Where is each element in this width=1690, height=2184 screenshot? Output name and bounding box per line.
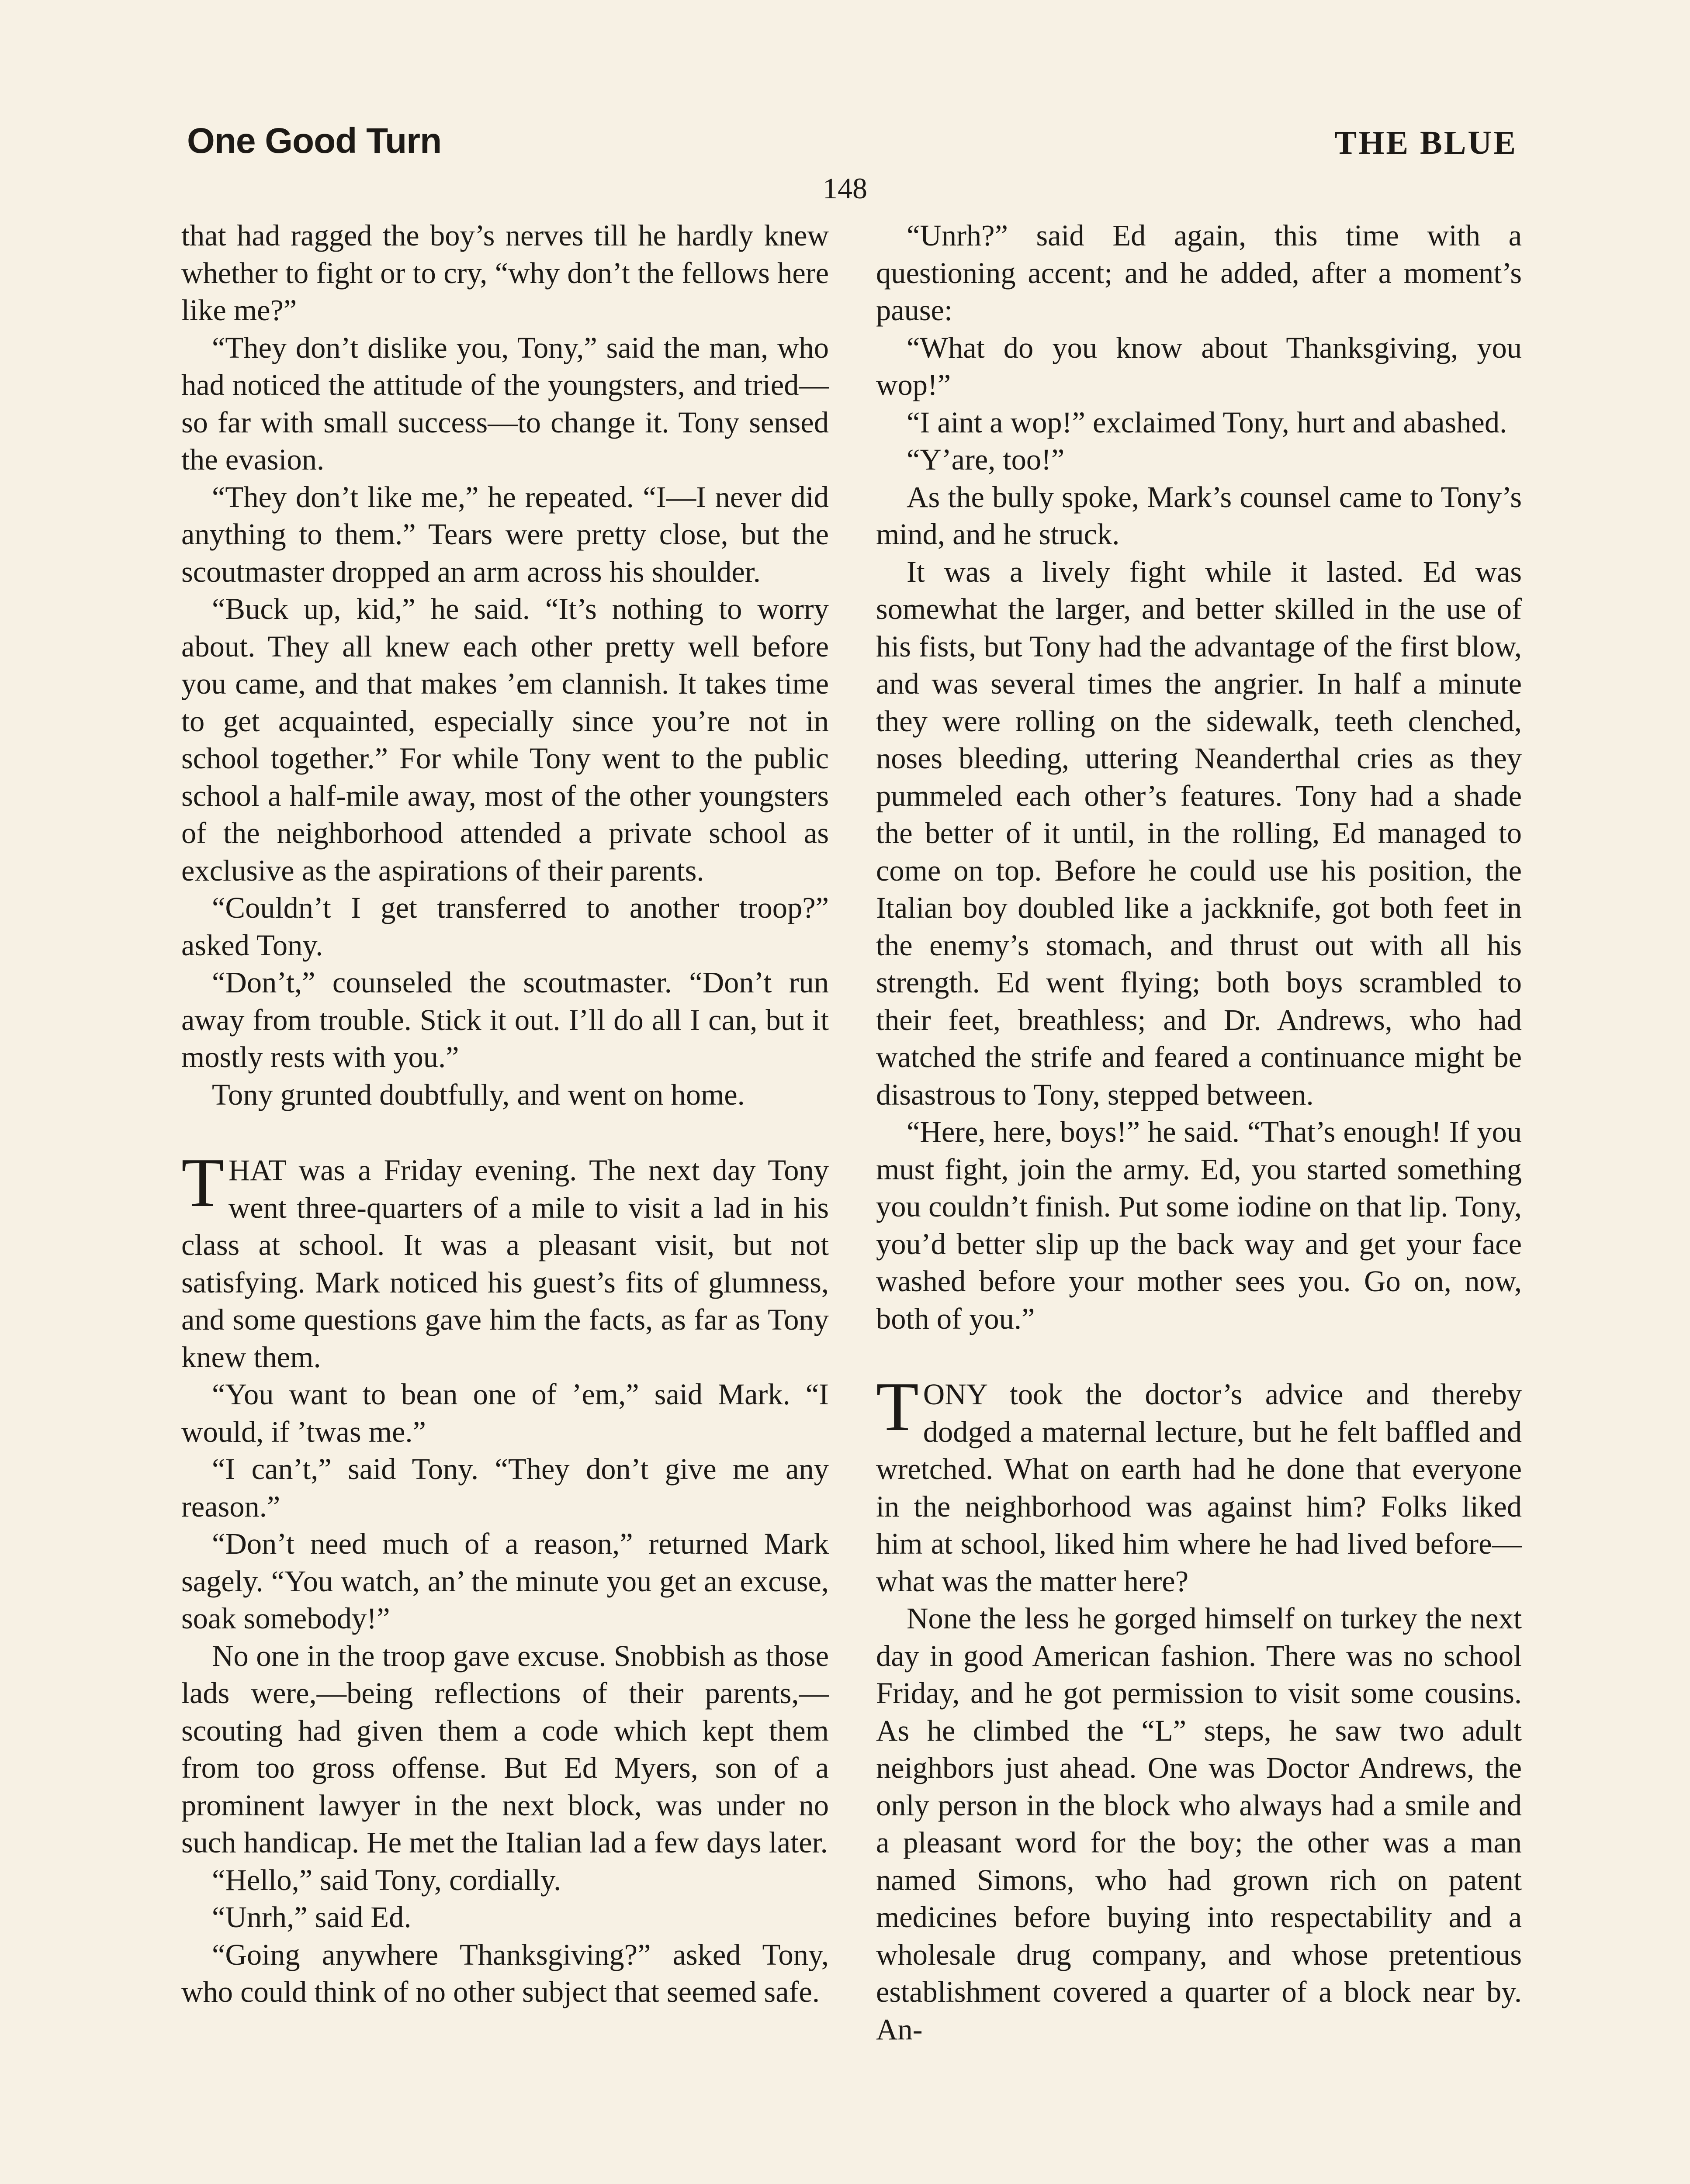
paragraph-text: ONY took the doctor’s advice and thereby dodged a maternal lecture, but he felt baffled and wretched. What on earth had he done that everyone in the neighborhood was against him? Folks liked him at school, liked him where he had lived before—what was the matter here? [876, 1378, 1522, 1598]
paragraph-text: HAT was a Friday evening. The next day Tony went three-quarters of a mile to visit a lad in his class at school. It was a pleasant visit, but not satisfying. Mark noticed his guest’s fits of glumness, and some questions gave him the facts, as far as Tony knew them. [181, 1154, 829, 1374]
paragraph: As the bully spoke, Mark’s counsel came to Tony’s mind, and he struck. [876, 480, 1522, 551]
paragraph: “Here, here, boys!” he said. “That’s enough! If you must fight, join the army. Ed, you started something you couldn’t finish. Put some iodine on that lip. Tony, you’d better slip up the back way and get your face washed before your mother sees you. Go on, now, both of you.” [876, 1115, 1522, 1335]
paragraph: “What do you know about Thanksgiving, you wop!” [876, 331, 1522, 401]
paragraph: “Buck up, kid,” he said. “It’s nothing to worry about. They all knew each other pretty well before you came, and that makes ’em clannish. It takes time to get acquainted, especially since you’re not in school together.” For while Tony went to the public school a half-mile away, most of the other youngsters of the neighborhood attended a private school as exclusive as the aspirations of their parents. [181, 592, 829, 887]
paragraph: “Couldn’t I get transferred to another troop?” asked Tony. [181, 891, 829, 962]
left-column [181, 217, 829, 2011]
paragraph: “I aint a wop!” exclaimed Tony, hurt and abashed. [907, 405, 1507, 439]
paragraph: “Don’t,” counseled the scoutmaster. “Don’t run away from trouble. Stick it out. I’ll do all I can, but it mostly rests with you.” [181, 966, 829, 1074]
paragraph: It was a lively fight while it lasted. Ed was somewhat the larger, and better skilled in the use of his fists, but Tony had the advantage of the first blow, and was several times the angrier. In half a minute they were rolling on the sidewalk, teeth clenched, noses bleeding, uttering Neanderthal cries as they pummeled each other’s features. Tony had a shade the better of it until, in the rolling, Ed managed to come on top. Before he could use his position, the Italian boy doubled like a jackknife, got both feet in the enemy’s stomach, and thrust out with all his strength. Ed went flying; both boys scrambled to their feet, breathless; and Dr. Andrews, who had watched the strife and feared a continuance might be disastrous to Tony, stepped between. [876, 555, 1522, 1111]
drop-cap: T [181, 1144, 224, 1221]
paragraph: “Don’t need much of a reason,” returned Mark sagely. “You watch, an’ the minute you get an excuse, soak somebody!” [181, 1527, 829, 1635]
paragraph: None the less he gorged himself on turkey the next day in good American fashion. There was no school Friday, and he got permission to visit some cousins. As he climbed the “L” steps, he saw two adult neighbors just ahead. One was Doctor Andrews, the only person in the block who always had a smile and a pleasant word for the boy; the other was a man named Simons, who had grown rich on patent medicines before buying into respectability and a wholesale drug company, and whose pretentious establishment covered a quarter of a block near by. An- [876, 1602, 1522, 2046]
section-paragraph [181, 1144, 829, 1376]
paragraph: “You want to bean one of ’em,” said Mark. “I would, if ’twas me.” [181, 1378, 829, 1448]
page-number: 148 [823, 172, 867, 205]
paragraph: “Going anywhere Thanksgiving?” asked Tony, who could think of no other subject that seemed safe. [181, 1938, 829, 2008]
paragraph: “Y’are, too!” [907, 443, 1065, 476]
paragraph: “Unrh?” said Ed again, this time with a questioning accent; and he added, after a moment’s pause: [876, 219, 1522, 327]
story-title: One Good Turn [187, 121, 442, 161]
right-column [876, 217, 1522, 2048]
paragraph: “Unrh,” said Ed. [212, 1901, 412, 1934]
paragraph: “I can’t,” said Tony. “They don’t give me any reason.” [181, 1452, 829, 1523]
paragraph: “Hello,” said Tony, cordially. [212, 1863, 561, 1897]
section-paragraph [876, 1368, 1522, 1600]
paragraph: “They don’t dislike you, Tony,” said the man, who had noticed the attitude of the youngsters, and tried—so far with small success—to change it. Tony sensed the evasion. [181, 331, 829, 476]
section-title: THE BLUE [1334, 124, 1517, 161]
paragraph: No one in the troop gave excuse. Snobbish as those lads were,—being reflections of their parents,—scouting had given them a code which kept them from too gross offense. But Ed Myers, son of a prominent lawyer in the next block, was under no such handicap. He met the Italian lad a few days later. [181, 1639, 829, 1859]
paragraph: Tony grunted doubtfully, and went on home. [212, 1078, 745, 1111]
drop-cap: T [876, 1368, 919, 1445]
paragraph: that had ragged the boy’s nerves till he hardly knew whether to fight or to cry, “why don’t the fellows here like me?” [181, 219, 829, 327]
paragraph: “They don’t like me,” he repeated. “I—I never did anything to them.” Tears were pretty close, but the scoutmaster dropped an arm across his shoulder. [181, 480, 829, 588]
